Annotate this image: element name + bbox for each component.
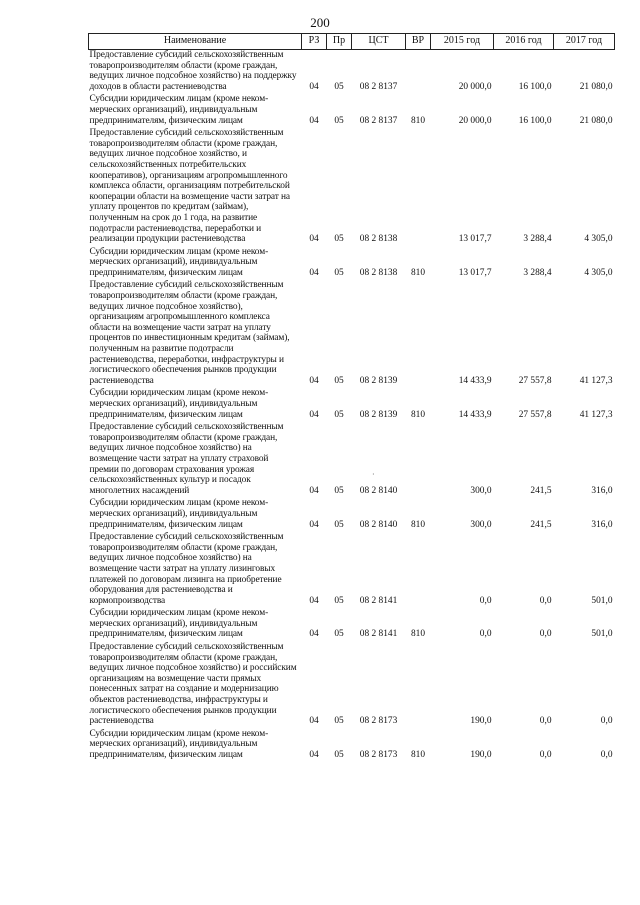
row-2015-value: 0,0 xyxy=(479,629,492,640)
row-2015-value: 20 000,0 xyxy=(458,115,492,126)
row-2016-value: 0,0 xyxy=(539,629,552,640)
row-name: Предоставление субсидий сельскохозяйственным товаропроизводителям области (кроме граждан, ведущих личное подсобное хозяйство), организациям агропромышленного комплекса области на возмещение части затрат на уплату процентов по инвестиционным кредитам (займам), полученным на развитие подотрасли растениеводства, переработки, инфраструктуры и логистического обеспечения рынков продукции растениеводства xyxy=(89,280,290,386)
row-2016-value: 3 288,4 xyxy=(523,267,552,278)
row-2017-value: 501,0 xyxy=(591,629,613,640)
row-2017-value: 0,0 xyxy=(600,750,613,760)
row-2017-value: 0,0 xyxy=(600,716,613,727)
row-cst: 08 2 8141 xyxy=(359,629,398,640)
scan-speck: · xyxy=(372,470,375,479)
row-cst: 08 2 8139 xyxy=(359,409,398,420)
row-name: Предоставление субсидий сельскохозяйственным товаропроизводителям области (кроме граждан, ведущих личное подсобное хозяйство) на возмещение части затрат на уплату страховой премии по договорам страхования урожая сельскохозяйственных культур и посадок многолетних насаждений xyxy=(89,422,284,496)
table-header-row xyxy=(89,34,615,50)
header-cst: ЦСТ xyxy=(352,34,406,50)
row-2015-value: 0,0 xyxy=(479,595,492,606)
row-name: Предоставление субсидий сельскохозяйственным товаропроизводителям области (кроме граждан, ведущих личное подсобное хозяйство) на возмещение части затрат на уплату лизинговых платежей по договорам лизинга на приобретение оборудования для растениеводства и кормопроизводства xyxy=(89,532,284,606)
row-2017-value: 4 305,0 xyxy=(584,267,613,278)
table-row xyxy=(89,94,615,128)
row-2015-value: 14 433,9 xyxy=(458,409,492,420)
row-2017-value: 501,0 xyxy=(591,595,613,606)
row-pr: 05 xyxy=(334,375,344,386)
table-body xyxy=(89,50,615,763)
row-pr: 05 xyxy=(334,716,344,727)
row-2017-value: 316,0 xyxy=(591,485,613,496)
row-2016-value: 0,0 xyxy=(539,750,552,760)
table-row xyxy=(89,532,615,608)
table-row xyxy=(89,280,615,388)
row-pr: 05 xyxy=(334,629,344,640)
row-2016-value: 0,0 xyxy=(539,595,552,606)
row-2016-value: 0,0 xyxy=(539,716,552,727)
table-row xyxy=(89,642,615,729)
table-row xyxy=(89,608,615,642)
row-2015-value: 300,0 xyxy=(470,485,492,496)
row-name: Предоставление субсидий сельскохозяйственным товаропроизводителям области (кроме граждан, ведущих личное подсобное хозяйство, и сельскохозяйственных потребительских кооперативов), организациям агропромышленного комплекса области, организациям потребительской кооперации области на возмещение части затрат на уплату процентов по кредитам (займам), полученным на срок до 1 года, на развитие подотрасли растениеводства, переработки и реализации продукции растениеводства xyxy=(89,128,290,245)
row-vr: 810 xyxy=(410,519,426,530)
row-name: Субсидии юридическим лицам (кроме некоммерческих организаций), индивидуальным предпринимателям, физическим лицам xyxy=(89,94,269,126)
header-rz: РЗ xyxy=(302,34,327,50)
row-rz: 04 xyxy=(309,629,319,640)
row-2016-value: 16 100,0 xyxy=(518,115,552,126)
row-2016-value: 27 557,8 xyxy=(518,375,552,386)
row-vr: 810 xyxy=(410,267,426,278)
row-rz: 04 xyxy=(309,115,319,126)
table-row xyxy=(89,388,615,422)
row-2015-value: 13 017,7 xyxy=(458,234,492,245)
row-rz: 04 xyxy=(309,375,319,386)
row-name: Предоставление субсидий сельскохозяйственным товаропроизводителям области (кроме граждан, ведущих личное подсобное хозяйство) и российским организациям на возмещение части прямых понесенных затрат на создание и модернизацию объектов растениеводства, инфраструктуры и логистического обеспечения рынков продукции растениеводства xyxy=(89,642,297,727)
row-2015-value: 14 433,9 xyxy=(458,375,492,386)
row-vr xyxy=(406,128,431,247)
row-pr: 05 xyxy=(334,115,344,126)
table-row xyxy=(89,422,615,498)
row-vr xyxy=(406,532,431,608)
table-row xyxy=(89,50,615,95)
row-2016-value: 27 557,8 xyxy=(518,409,552,420)
row-cst: 08 2 8173 xyxy=(359,716,398,727)
row-cst: 08 2 8140 xyxy=(359,519,398,530)
row-rz: 04 xyxy=(309,595,319,606)
row-rz: 04 xyxy=(309,716,319,727)
row-2015-value: 13 017,7 xyxy=(458,267,492,278)
row-2017-value: 41 127,3 xyxy=(579,409,613,420)
row-pr: 05 xyxy=(334,519,344,530)
header-vr: ВР xyxy=(406,34,431,50)
row-name: Предоставление субсидий сельскохозяйственным товаропроизводителям области (кроме граждан, ведущих личное подсобное хозяйство) на поддержку доходов в области растениеводства xyxy=(89,50,297,92)
row-name: Субсидии юридическим лицам (кроме некоммерческих организаций), индивидуальным предпринимателям, физическим лицам xyxy=(89,608,269,640)
row-vr xyxy=(406,422,431,498)
row-rz: 04 xyxy=(309,750,319,760)
row-name: Субсидии юридическим лицам (кроме некоммерческих организаций), индивидуальным предпринимателям, физическим лицам xyxy=(89,498,269,530)
row-2015-value: 300,0 xyxy=(470,519,492,530)
header-pr: Пр xyxy=(327,34,352,50)
row-cst: 08 2 8173 xyxy=(359,750,398,760)
row-2017-value: 4 305,0 xyxy=(584,234,613,245)
row-cst: 08 2 8138 xyxy=(359,267,398,278)
row-pr: 05 xyxy=(334,750,344,760)
row-2016-value: 3 288,4 xyxy=(523,234,552,245)
row-rz: 04 xyxy=(309,267,319,278)
header-2016: 2016 год xyxy=(494,34,554,50)
row-rz: 04 xyxy=(309,81,319,92)
row-vr: 810 xyxy=(410,115,426,126)
row-2017-value: 21 080,0 xyxy=(579,81,613,92)
page-number: 200 xyxy=(310,15,330,30)
row-vr: 810 xyxy=(410,409,426,420)
row-pr: 05 xyxy=(334,595,344,606)
row-rz: 04 xyxy=(309,409,319,420)
header-name: Наименование xyxy=(89,34,302,50)
header-2017: 2017 год xyxy=(554,34,615,50)
row-2016-value: 241,5 xyxy=(530,485,552,496)
row-pr: 05 xyxy=(334,485,344,496)
row-2016-value: 16 100,0 xyxy=(518,81,552,92)
row-pr: 05 xyxy=(334,81,344,92)
row-2015-value: 190,0 xyxy=(470,716,492,727)
row-2015-value: 190,0 xyxy=(470,750,492,760)
row-2016-value: 241,5 xyxy=(530,519,552,530)
row-2017-value: 41 127,3 xyxy=(579,375,613,386)
row-cst: 08 2 8140 xyxy=(359,485,398,496)
row-cst: 08 2 8137 xyxy=(359,115,398,126)
row-name: Субсидии юридическим лицам (кроме некоммерческих организаций), индивидуальным предпринимателям, физическим лицам xyxy=(89,728,269,760)
row-cst: 08 2 8137 xyxy=(359,81,398,92)
row-pr: 05 xyxy=(334,267,344,278)
table-row xyxy=(89,247,615,281)
row-vr: 810 xyxy=(410,629,426,640)
row-name: Субсидии юридическим лицам (кроме некоммерческих организаций), индивидуальным предпринимателям, физическим лицам xyxy=(89,388,269,420)
row-vr: 810 xyxy=(410,750,426,760)
row-name: Субсидии юридическим лицам (кроме некоммерческих организаций), индивидуальным предпринимателям, физическим лицам xyxy=(89,246,269,278)
row-2017-value: 316,0 xyxy=(591,519,613,530)
header-2015: 2015 год xyxy=(431,34,494,50)
row-vr xyxy=(406,50,431,95)
row-pr: 05 xyxy=(334,234,344,245)
row-rz: 04 xyxy=(309,234,319,245)
row-rz: 04 xyxy=(309,519,319,530)
row-cst: 08 2 8138 xyxy=(359,234,398,245)
row-vr xyxy=(406,642,431,729)
table-row xyxy=(89,498,615,532)
table-row xyxy=(89,128,615,247)
row-rz: 04 xyxy=(309,485,319,496)
budget-table xyxy=(88,33,615,763)
row-cst: 08 2 8139 xyxy=(359,375,398,386)
row-vr xyxy=(406,280,431,388)
row-2015-value: 20 000,0 xyxy=(458,81,492,92)
table-row xyxy=(89,729,615,763)
row-pr: 05 xyxy=(334,409,344,420)
row-cst: 08 2 8141 xyxy=(359,595,398,606)
row-2017-value: 21 080,0 xyxy=(579,115,613,126)
